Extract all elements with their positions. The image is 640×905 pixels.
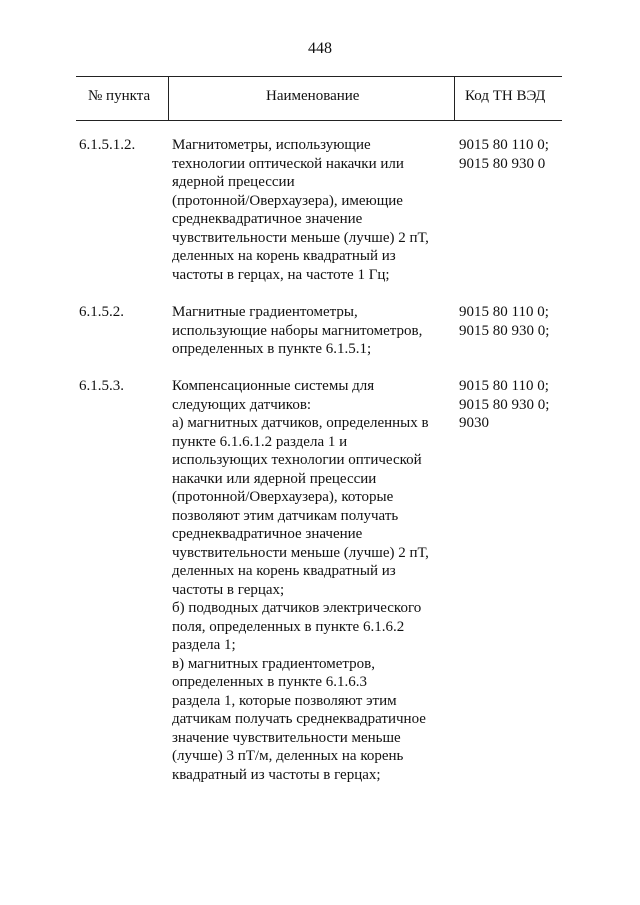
name-line: датчикам получать среднеквадратичное: [172, 711, 426, 727]
name-line: квадратный из частоты в герцах;: [172, 766, 381, 783]
name-line: поля, определенных в пункте 6.1.6.2: [172, 618, 405, 635]
name-line: технологии оптической накачки или: [172, 155, 404, 172]
name-line: Магнитные градиентометры,: [172, 304, 358, 320]
name-line: Магнитометры, использующие: [172, 137, 371, 153]
header-name: Наименование: [266, 88, 360, 104]
name-line: чувствительности меньше (лучше) 2 пТ,: [172, 544, 429, 561]
name-line: а) магнитных датчиков, определенных в: [172, 415, 429, 431]
name-line: накачки или ядерной прецессии: [172, 470, 377, 487]
header-number: № пункта: [88, 88, 151, 104]
name-line: чувствительности меньше (лучше) 2 пТ,: [172, 229, 429, 246]
page-number: 448: [308, 40, 332, 57]
name-line: (протонной/Оверхаузера), которые: [172, 489, 394, 505]
name-line: раздела 1, которые позволяют этим: [172, 692, 397, 709]
name-line: раздела 1;: [172, 637, 236, 653]
name-line: частоты в герцах, на частоте 1 Гц;: [172, 266, 390, 283]
entry-number: 6.1.5.2.: [79, 304, 124, 320]
name-line: среднеквадратичное значение: [172, 526, 363, 542]
code-line: 9015 80 930 0;: [459, 396, 550, 413]
name-line: частоты в герцах;: [172, 581, 285, 598]
name-line: ядерной прецессии: [172, 174, 295, 190]
column-divider-1: [168, 76, 169, 120]
entry-code: [459, 136, 569, 173]
name-line: деленных на корень квадратный из: [172, 563, 396, 579]
table-top-rule: [76, 76, 562, 77]
name-line: позволяют этим датчикам получать: [172, 507, 399, 524]
name-line: среднеквадратичное значение: [172, 211, 363, 227]
entry-name: [172, 377, 457, 784]
name-line: в) магнитных градиентометров,: [172, 655, 375, 672]
code-line: 9030: [459, 415, 489, 431]
table-header-rule: [76, 120, 562, 121]
code-line: 9015 80 110 0;: [459, 304, 549, 320]
entry-name: [172, 303, 457, 359]
name-line: следующих датчиков:: [172, 396, 312, 413]
name-line: использующие наборы магнитометров,: [172, 322, 423, 339]
name-line: значение чувствительности меньше: [172, 729, 401, 746]
code-line: 9015 80 110 0;: [459, 137, 549, 153]
entry-number: 6.1.5.3.: [79, 378, 124, 394]
code-line: 9015 80 110 0;: [459, 378, 549, 394]
name-line: пункте 6.1.6.1.2 раздела 1 и: [172, 433, 348, 450]
entry-code: [459, 303, 569, 340]
entry-number: 6.1.5.1.2.: [79, 137, 136, 153]
column-divider-2: [454, 76, 455, 120]
name-line: определенных в пункте 6.1.5.1;: [172, 341, 372, 357]
name-line: (протонной/Оверхаузера), имеющие: [172, 192, 403, 209]
name-line: Компенсационные системы для: [172, 378, 375, 394]
code-line: 9015 80 930 0: [459, 155, 546, 172]
name-line: (лучше) 3 пТ/м, деленных на корень: [172, 748, 404, 764]
entry-name: [172, 136, 457, 284]
name-line: б) подводных датчиков электрического: [172, 600, 422, 616]
header-code: Код ТН ВЭД: [465, 88, 546, 104]
code-line: 9015 80 930 0;: [459, 322, 550, 339]
name-line: деленных на корень квадратный из: [172, 248, 396, 264]
name-line: использующих технологии оптической: [172, 452, 422, 468]
entry-code: [459, 377, 569, 433]
name-line: определенных в пункте 6.1.6.3: [172, 674, 367, 690]
